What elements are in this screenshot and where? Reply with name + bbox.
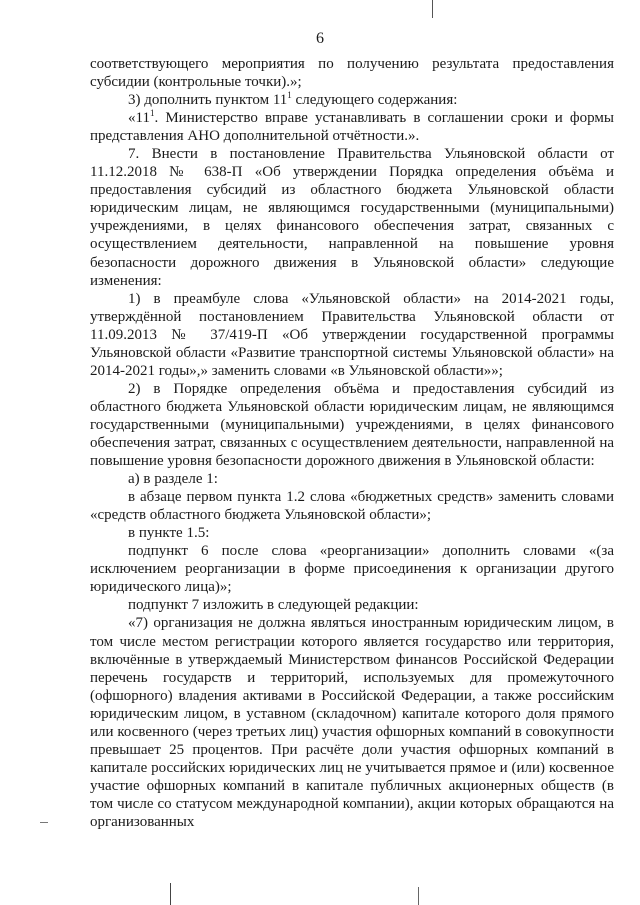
page-number: 6 [316, 30, 324, 47]
paragraph-point-1-2: в абзаце первом пункта 1.2 слова «бюджетных средств» заменить словами «средств областного бюджета Ульяновской области»; [90, 489, 614, 524]
paragraph-subpoint-6: подпункт 6 после слова «реорганизации» дополнить словами «(за исключением реорганизации в форме присоединения к организации другого юридического лица)»; [90, 543, 614, 596]
paragraph-subitem-2: 2) в Порядке определения объёма и предоставления субсидий из областного бюджета Ульяновской области юридическим лицам, не являющимся государственными (муниципальными) учреждениями, в целях финансового обеспечения затрат, связанных с осуществлением деятельности, направленной на повышение уровня безопасности дорожного движения в Ульяновской области: [90, 380, 614, 470]
paragraph-item-3: 3) дополнить пунктом $11^1$ следующего содержания: [128, 90, 458, 109]
scan-mark-bottom-left [170, 883, 171, 905]
paragraph-point-1-5: в пункте 1.5: [128, 525, 210, 542]
margin-mark [40, 822, 48, 823]
scan-mark-top [432, 0, 433, 18]
paragraph-subpoint-7-text: «7) организация не должна являться иностранным юридическим лицом, в том числе местом регистрации которого является государство или территория, включённые в утверждаемый Министерством финансов Российской Федерации перечень государств и территорий, используемых для промежуточного (офшорного) владения активами в Российской Федерации, а также российским юридическим лицом, в уставном (складочном) капитале которого доля прямого или косвенного (через третьих лиц) участия офшорных компаний в совокупности превышает 25 процентов. При расчёте доли участия офшорных компаний в капитале российских юридических лиц не учитывается прямое и (или) косвенное участие офшорных компаний в капитале публичных акционерных обществ (в том числе со статусом международной компании), акции которых обращаются на организованных [90, 615, 614, 830]
document-body [90, 55, 614, 831]
paragraph-item-7: 7. Внести в постановление Правительства Ульяновской области от 11.12.2018 № 638-П «Об утверждении Порядка определения объёма и предоставления субсидий из областного бюджета Ульяновской области юридическим лицам, не являющимся государственными (муниципальными) учреждениями, в целях финансового обеспечения затрат, связанных с осуществлением деятельности, направленной на повышение уровня безопасности дорожного движения в Ульяновской области» следующие изменения: [90, 146, 614, 289]
paragraph-subpoint-7-intro: подпункт 7 изложить в следующей редакции: [128, 597, 419, 614]
paragraph-subitem-1: 1) в преамбуле слова «Ульяновской области» на 2014-2021 годы, утверждённой постановлением Правительства Ульяновской области от 11.09.2013 № 37/419-П «Об утверждении государственной программы Ульяновской области «Развитие транспортной системы Ульяновской области» на 2014-2021 годы»,» заменить словами «в Ульяновской области»»; [90, 290, 614, 379]
paragraph-continuation: соответствующего мероприятия по получению результата предоставления субсидии (контрольные точки).»; [90, 56, 614, 91]
paragraph-section-a: а) в разделе 1: [128, 471, 218, 488]
paragraph-point-11-1: «$11^1$. Министерство вправе устанавливать в соглашении сроки и формы представления АНО дополнительной отчётности.». [90, 108, 614, 145]
scan-mark-bottom-right [418, 887, 419, 905]
